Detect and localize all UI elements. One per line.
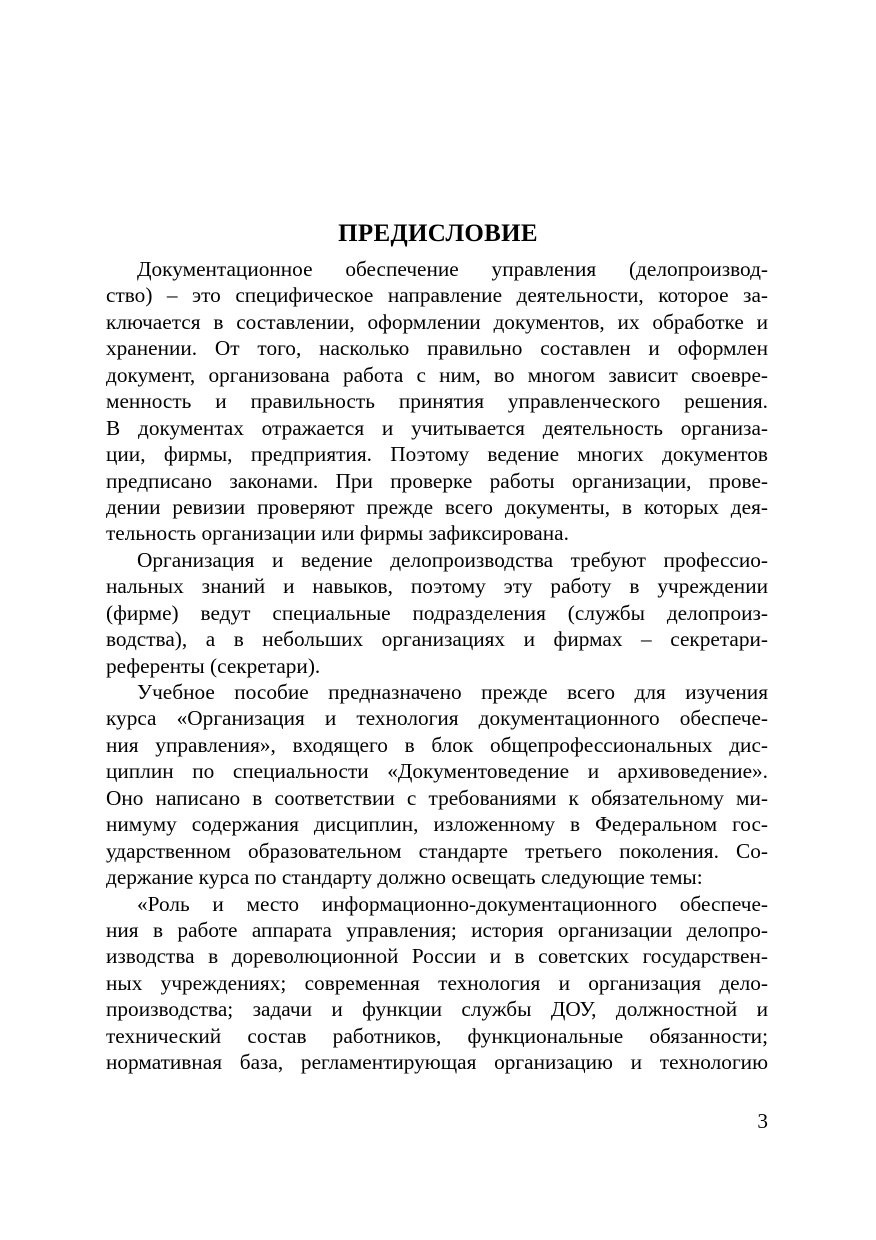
text-line: (фирме) ведут специальные подразделения (службы делопроиз- (106, 600, 768, 625)
text-line: референты (секретари). (106, 653, 321, 678)
text-line: нормативная база, регламентирующая организацию и технологию (106, 1050, 768, 1075)
text-line: курса «Организация и технология документационного обеспече- (106, 706, 768, 731)
text-line: технический состав работников, функциональные обязанности; (106, 1023, 768, 1048)
text-line: Организация и ведение делопроизводства требуют профессио- (137, 547, 768, 572)
text-line: ство) – это специфическое направление деятельности, которое за- (106, 283, 768, 308)
page-number: 3 (757, 1109, 768, 1133)
text-line: нальных знаний и навыков, поэтому эту работу в учреждении (106, 574, 768, 599)
paragraph-1 (106, 256, 768, 547)
text-line: Учебное пособие предназначено прежде всего для изучения (137, 680, 768, 704)
text-line: менность и правильность принятия управленческого решения. (106, 389, 768, 414)
text-line: хранении. От того, насколько правильно составлен и оформлен (106, 336, 768, 361)
text-line: нимуму содержания дисциплин, изложенному в Федеральном гос- (106, 812, 768, 837)
body-text (106, 256, 768, 1076)
text-line: водства), а в небольших организациях и фирмах – секретари- (106, 627, 768, 652)
text-line: В документах отражается и учитывается деятельность организа- (106, 415, 768, 440)
text-line: дении ревизии проверяют прежде всего документы, в которых дея- (106, 494, 768, 519)
text-line: ударственном образовательном стандарте третьего поколения. Со- (106, 838, 768, 863)
text-line: циплин по специальности «Документоведение и архивоведение». (106, 759, 768, 784)
text-line: предписано законами. При проверке работы организации, прове- (106, 468, 768, 493)
paragraph-4 (106, 891, 768, 1076)
text-line: ции, фирмы, предприятия. Поэтому ведение многих документов (106, 442, 768, 467)
text-line: ния управления», входящего в блок общепрофессиональных дис- (106, 732, 768, 757)
page-title: ПРЕДИСЛОВИЕ (338, 219, 538, 247)
text-line: «Роль и место информационно-документационного обеспече- (137, 891, 768, 916)
text-line: производства; задачи и функции службы ДОУ, должностной и (106, 997, 768, 1022)
text-line: ключается в составлении, оформлении документов, их обработке и (106, 309, 768, 334)
text-line: Документационное обеспечение управления (делопроизвод- (137, 257, 768, 281)
paragraph-2 (106, 547, 768, 679)
text-line: документ, организована работа с ним, во многом зависит своевре- (106, 362, 768, 387)
text-line: Оно написано в соответствии с требованиями к обязательному ми- (106, 785, 768, 810)
paragraph-3 (106, 679, 768, 891)
text-line: тельность организации или фирмы зафиксирована. (106, 521, 569, 546)
text-line: ных учреждениях; современная технология и организация дело- (106, 970, 768, 995)
text-line: держание курса по стандарту должно освещать следующие темы: (106, 865, 703, 890)
text-line: изводства в дореволюционной России и в советских государствен- (106, 944, 768, 969)
text-line: ния в работе аппарата управления; история организации делопро- (106, 917, 768, 942)
